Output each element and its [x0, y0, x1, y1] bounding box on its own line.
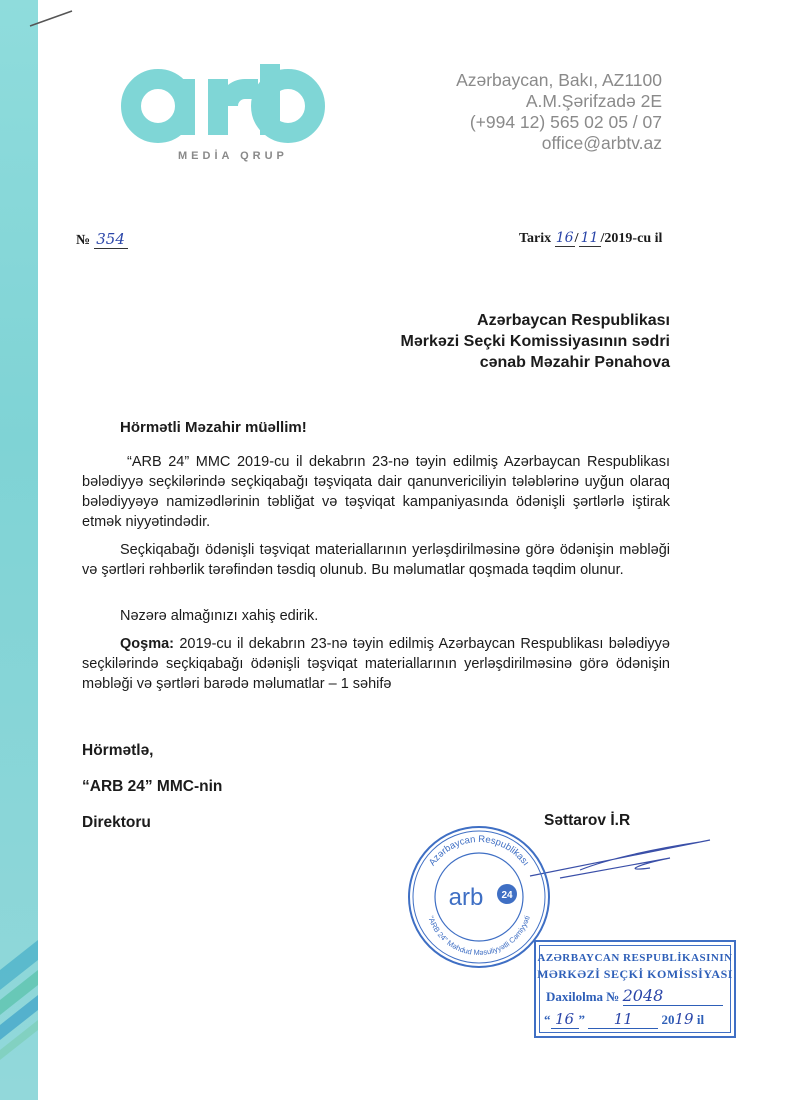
attachment-text: 2019-cu il dekabrın 23-nə təyin edilmiş Azərbaycan Respublikası bələdiyyə seçkilərində seçkiqabağı ödənişli təşviqat materiallarının yerləşdirilməsinə görə ödənişin məbləği və şərtləri barədə məlumatlar – 1 səhifə [82, 636, 670, 692]
stamp-date: “ 16 ” 11 2019 il [544, 1010, 705, 1028]
stamp-year: 19 [674, 1010, 694, 1028]
stamp-year-suffix: il [696, 1012, 705, 1027]
salutation: Hörmətli Məzahir müəllim! [120, 419, 307, 436]
date-label: Tarix [519, 231, 552, 246]
ref-value: 354 [94, 230, 128, 249]
seal-badge: 24 [501, 890, 513, 901]
svg-text:Azərbaycan Respublikası [427, 834, 531, 868]
stamp-line-2: MƏRKƏZİ SEÇKİ KOMİSSİYASI [537, 967, 733, 981]
company-seal-icon [404, 822, 554, 972]
signer-name: Səttarov İ.R [544, 812, 631, 829]
company-address [456, 70, 662, 154]
stamp-month: 11 [588, 1010, 658, 1029]
stamp-reg-label: Daxilolma № [546, 989, 620, 1004]
address-line-1: Azərbaycan, Bakı, AZ1100 [456, 70, 662, 90]
stamp-line-1: AZƏRBAYCAN RESPUBLİKASININ [537, 952, 733, 964]
recipient-line-1: Azərbaycan Respublikası [477, 312, 670, 329]
seal-bottom-text: "ARB 24" Məhdud Məsuliyyətli Cəmiyyəti [426, 914, 532, 958]
scan-mark [28, 8, 76, 30]
paragraph-2: Seçkiqabağı ödənişli təşviqat materiallarının yerləşdirilməsinə görə ödənişin məbləği və şərtləri rəhbərlik tərəfindən təsdiq olunub. Bu məlumatlar qoşmada təqdim olunur. [82, 542, 670, 578]
letter-date: Tarix 16/ 11 /2019-cu il [519, 230, 663, 246]
ref-number [76, 230, 128, 249]
attachment-label: Qoşma: [120, 636, 174, 652]
ref-label: № [76, 233, 91, 248]
paragraph-1: “ARB 24” MMC 2019-cu il dekabrın 23-nə təyin edilmiş Azərbaycan Respublikası bələdiyyə seçkilərində seçkiqabağı təşviqata dair qanunvericiliyin tələblərinə uyğun olaraq bələdiyyəyə namizədlərinin təbliğat və təşviqat kampaniyasında ödənişli şərtlərlə iştirak etmək niyyətindədir. [82, 454, 670, 530]
recipient-line-2: Mərkəzi Seçki Komissiyasının sədri [400, 333, 670, 350]
stamp-year-prefix: 20 [661, 1012, 675, 1027]
address-line-2: A.M.Şərifzadə 2E [525, 91, 662, 111]
seal-center-text: arb [448, 884, 484, 911]
seal-top-text: Azərbaycan Respublikası [426, 833, 532, 869]
paragraph-3: Nəzərə almağınızı xahiş edirik. [120, 608, 319, 624]
logo-subtitle: MEDİA QRUP [178, 150, 288, 162]
date-year: /2019-cu il [600, 231, 663, 246]
date-day: 16 [555, 230, 574, 246]
stamp-registration [546, 986, 723, 1006]
company-name: “ARB 24” MMC-nin [82, 778, 223, 795]
stamp-day: 16 [551, 1010, 579, 1029]
signer-title: Direktoru [82, 814, 151, 831]
phone-number: (+994 12) 565 02 05 / 07 [469, 112, 662, 132]
sidebar-stripes [0, 930, 38, 1100]
recipient-block [401, 310, 670, 373]
stamp-reg-number: 2048 [623, 986, 723, 1006]
arb-logo-icon [118, 64, 328, 150]
recipient-line-3: cənab Məzahir Pənahova [479, 354, 670, 371]
date-month: 11 [579, 230, 601, 247]
receipt-stamp [534, 940, 736, 1038]
attachment-paragraph [82, 634, 670, 694]
email-address: office@arbtv.az [541, 133, 662, 153]
regards: Hörmətlə, [82, 742, 154, 759]
